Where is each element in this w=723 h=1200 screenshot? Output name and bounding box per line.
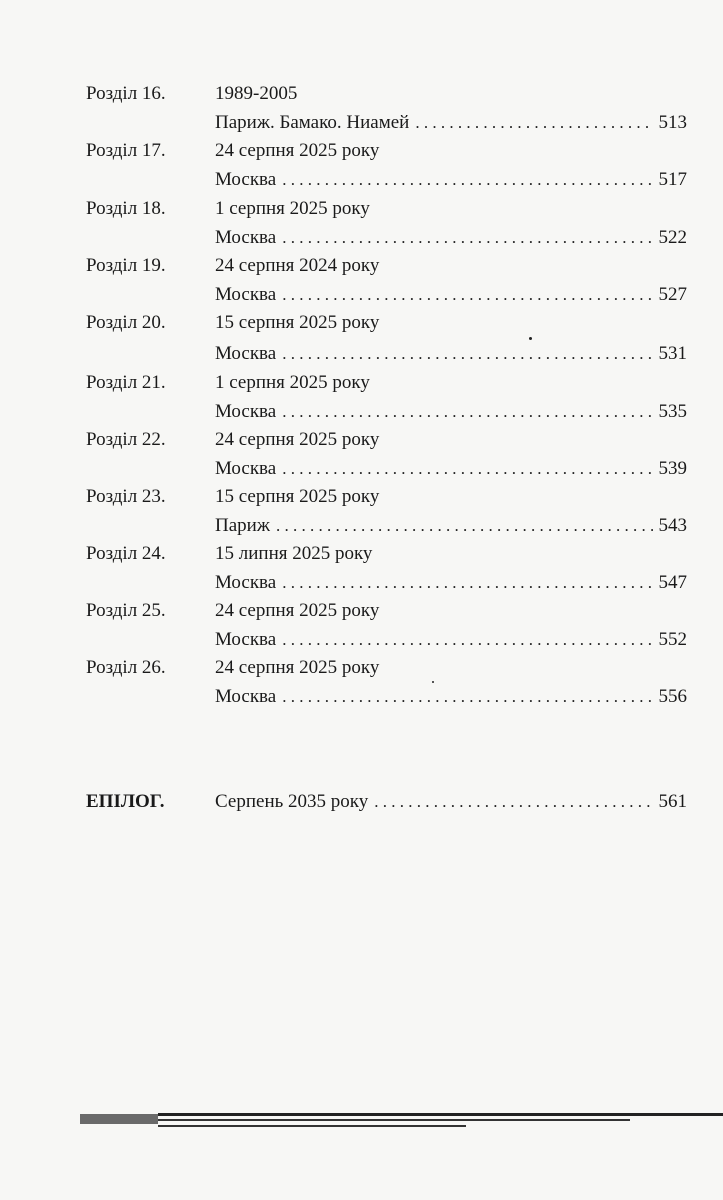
epilogue-line bbox=[215, 788, 687, 816]
print-speck bbox=[529, 337, 532, 340]
chapter-place-line bbox=[215, 683, 687, 711]
page-number: 547 bbox=[658, 572, 687, 593]
dot-leader bbox=[282, 683, 652, 711]
chapter-place-line bbox=[215, 224, 687, 252]
page-number: 522 bbox=[658, 227, 687, 248]
dot-leader bbox=[282, 455, 652, 483]
chapter-place: Москва bbox=[215, 686, 277, 707]
chapter-label: Розділ 21. bbox=[86, 372, 166, 393]
chapter-date: 1 серпня 2025 року bbox=[215, 372, 370, 393]
chapter-place-line bbox=[215, 109, 687, 137]
chapter-date: 15 липня 2025 року bbox=[215, 543, 373, 564]
page-number: 517 bbox=[658, 169, 687, 190]
page-number: 561 bbox=[658, 791, 687, 812]
chapter-place: Москва bbox=[215, 284, 277, 305]
chapter-label: Розділ 20. bbox=[86, 312, 166, 333]
chapter-date: 15 серпня 2025 року bbox=[215, 486, 380, 507]
epilogue-label: ЕПІЛОГ. bbox=[86, 791, 165, 812]
chapter-label: Розділ 26. bbox=[86, 657, 166, 678]
chapter-label: Розділ 25. bbox=[86, 600, 166, 621]
chapter-place: Москва bbox=[215, 572, 277, 593]
chapter-place: Москва bbox=[215, 458, 277, 479]
chapter-place-line bbox=[215, 569, 687, 597]
page-number: 543 bbox=[658, 515, 687, 536]
dot-leader bbox=[282, 224, 652, 252]
chapter-place-line bbox=[215, 455, 687, 483]
chapter-place: Москва bbox=[215, 401, 277, 422]
chapter-place: Париж bbox=[215, 515, 270, 536]
print-speck bbox=[432, 681, 434, 683]
chapter-place: Москва bbox=[215, 343, 277, 364]
dot-leader bbox=[374, 788, 652, 816]
footer-rule-line bbox=[158, 1113, 723, 1116]
epilogue-title: Серпень 2035 року bbox=[215, 791, 369, 812]
chapter-place: Париж. Бамако. Ниамей bbox=[215, 112, 410, 133]
dot-leader bbox=[282, 281, 652, 309]
dot-leader bbox=[282, 166, 652, 194]
chapter-date: 24 серпня 2024 року bbox=[215, 255, 380, 276]
chapter-place: Москва bbox=[215, 629, 277, 650]
dot-leader bbox=[282, 398, 652, 426]
page-number: 556 bbox=[658, 686, 687, 707]
chapter-label: Розділ 22. bbox=[86, 429, 166, 450]
page-number: 527 bbox=[658, 284, 687, 305]
dot-leader bbox=[282, 340, 652, 368]
chapter-date: 24 серпня 2025 року bbox=[215, 600, 380, 621]
chapter-place: Москва bbox=[215, 227, 277, 248]
dot-leader bbox=[282, 626, 652, 654]
dot-leader bbox=[282, 569, 652, 597]
chapter-date: 15 серпня 2025 року bbox=[215, 312, 380, 333]
chapter-date: 24 серпня 2025 року bbox=[215, 140, 380, 161]
footer-rule-line bbox=[158, 1119, 630, 1121]
dot-leader bbox=[415, 109, 652, 137]
footer-rule-block bbox=[80, 1114, 158, 1124]
chapter-label: Розділ 18. bbox=[86, 198, 166, 219]
chapter-label: Розділ 24. bbox=[86, 543, 166, 564]
chapter-date: 1 серпня 2025 року bbox=[215, 198, 370, 219]
chapter-date: 24 серпня 2025 року bbox=[215, 657, 380, 678]
footer-rule bbox=[80, 1110, 700, 1130]
chapter-place-line bbox=[215, 512, 687, 540]
page-number: 531 bbox=[658, 343, 687, 364]
page-number: 513 bbox=[658, 112, 687, 133]
chapter-place-line bbox=[215, 340, 687, 368]
chapter-place-line bbox=[215, 398, 687, 426]
chapter-date: 1989-2005 bbox=[215, 83, 298, 104]
chapter-place: Москва bbox=[215, 169, 277, 190]
page-number: 539 bbox=[658, 458, 687, 479]
chapter-label: Розділ 16. bbox=[86, 83, 166, 104]
chapter-place-line bbox=[215, 166, 687, 194]
page-number: 535 bbox=[658, 401, 687, 422]
chapter-date: 24 серпня 2025 року bbox=[215, 429, 380, 450]
dot-leader bbox=[276, 512, 653, 540]
chapter-label: Розділ 19. bbox=[86, 255, 166, 276]
chapter-label: Розділ 23. bbox=[86, 486, 166, 507]
footer-rule-line bbox=[158, 1125, 466, 1127]
chapter-place-line bbox=[215, 281, 687, 309]
chapter-place-line bbox=[215, 626, 687, 654]
page-number: 552 bbox=[658, 629, 687, 650]
chapter-label: Розділ 17. bbox=[86, 140, 166, 161]
